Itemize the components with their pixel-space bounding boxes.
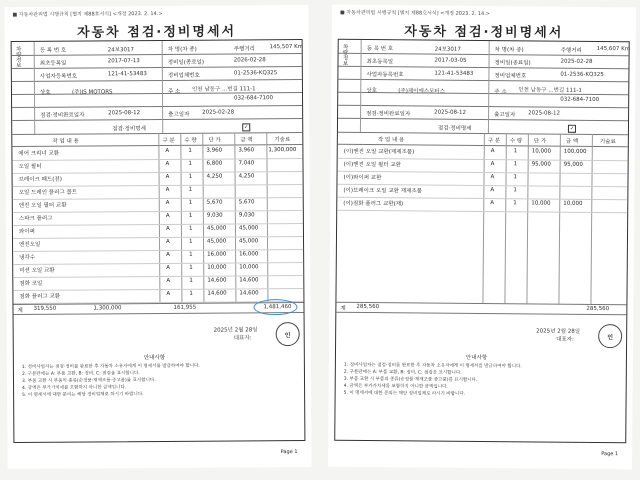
item-qty: 1: [188, 186, 193, 193]
col-unit-header: 단 가: [533, 138, 547, 145]
deliver-value: 2025-02-28: [202, 109, 235, 116]
item-unit: 4,250: [206, 173, 223, 180]
item-amount: 14,600: [239, 277, 259, 284]
item-name: 와이퍼: [18, 228, 35, 235]
note-line: 5. 이 명세서에 대한 문의는 해당 정비업체로 하시기 바랍니다.: [22, 392, 144, 398]
document-right: [328, 5, 636, 470]
notes-list: [22, 362, 302, 399]
item-amount: 4,250: [238, 173, 255, 180]
item-amount: 10,000: [563, 200, 583, 207]
company-value: (주)제이에스모터스: [398, 88, 446, 95]
reg-no-label: 등 록 번 호: [39, 47, 67, 54]
col-unit-header: 단 가: [208, 137, 221, 144]
item-unit: 14,600: [207, 290, 227, 297]
item-name: 엔진 오일 필터 교환: [18, 202, 67, 209]
item-name: (이)점화 플러그 교환(재): [343, 200, 404, 208]
sum-label: 계: [340, 305, 346, 312]
mileage-label: 주행거리: [560, 47, 582, 54]
item-type: A: [166, 264, 171, 271]
item-name: 엔진오일: [19, 241, 41, 248]
item-name: 에어 크리너 교환: [18, 150, 60, 157]
item-qty: 1: [513, 200, 517, 207]
item-amount: 10,000: [239, 264, 259, 271]
item-unit: 14,600: [207, 277, 227, 284]
deliver-label: 출고일자: [168, 111, 190, 118]
item-name: 점화 플러그 교환: [19, 293, 61, 300]
reg-no-label: 등 록 번 호: [366, 45, 394, 53]
checkbox-confirm: ✓: [569, 125, 575, 132]
sign-label: 대표자:: [233, 335, 252, 342]
item-name: (이)엔진 오일 교환(재제조품): [343, 148, 415, 156]
sum-total: 285,560: [586, 305, 610, 313]
col-qty-header: 수 량: [184, 137, 197, 144]
item-qty: 1: [188, 160, 193, 167]
note-line: 3. 부품 교환 시 부품의 종류(순정품·재제조품·중고품)를 표시합니다.: [343, 376, 478, 383]
item-name: 미션 오일 교환: [19, 267, 55, 274]
note-line: 4. 금액은 부가가치세를 포함하지 아니한 금액입니다.: [22, 385, 127, 391]
notes-title: 안내사항: [465, 354, 488, 362]
note-line: 2. 구분란에는 A: 부품 교환, B: 정비, C: 점검을 표시합니다.: [343, 369, 462, 376]
item-amount: 95,000: [563, 161, 583, 168]
item-type: A: [166, 277, 171, 284]
section-title: 점검·정비명세: [437, 125, 472, 132]
company-stamp: 인: [598, 324, 622, 348]
address-label: 주 소: [167, 88, 181, 95]
item-type: A: [166, 238, 170, 245]
item-qty: 1: [188, 225, 193, 232]
col-amount-header: 금 액: [240, 137, 253, 144]
item-unit: 9,030: [206, 212, 223, 219]
item-unit: 45,000: [206, 225, 227, 232]
item-qty: 1: [188, 212, 193, 219]
item-type: A: [165, 199, 170, 206]
sign-date: 2025년 2월 28일: [536, 328, 581, 335]
form-frame: [334, 39, 629, 444]
item-type: A: [165, 147, 170, 154]
item-amount: 3,960: [238, 147, 255, 154]
item-amount: 14,600: [239, 290, 259, 297]
biz-reg-label: 사업자등록번호: [39, 73, 78, 80]
col-type-header: 구 분: [162, 137, 175, 144]
company-value: (주)JS MOTORS: [71, 89, 113, 96]
item-unit: 10,000: [207, 264, 227, 271]
date-value: 2025-08-12: [434, 109, 467, 116]
note-line: 4. 금액은 부가가치세를 포함하지 아니한 금액입니다.: [343, 383, 448, 390]
notes-list: [344, 362, 624, 399]
item-name: 점화 코일: [19, 280, 43, 287]
date-label: 점검·정비완료일자: [366, 110, 411, 118]
item-qty: 1: [189, 238, 193, 245]
item-name: 오일 드레인 플러그 볼트: [18, 189, 78, 196]
note-line: 1. 정비사업자는 점검·정비를 완료한 후 자동차 소유자에게 이 명세서를 발급하여야 합니다.: [21, 363, 200, 370]
reg-no-value: 24보3017: [107, 47, 135, 54]
item-type: A: [490, 161, 495, 168]
document-left: [4, 5, 311, 469]
date-value: 2025-08-12: [108, 110, 141, 117]
biz-reg-value: 121-41-53483: [107, 71, 147, 78]
item-type: A: [490, 187, 495, 194]
note-line: 2. 구분란에는 A: 부품 교환, B: 정비, C: 점검을 표시합니다.: [21, 371, 140, 377]
phone-value: 032-684-7100: [560, 96, 600, 104]
item-qty: 1: [513, 174, 518, 181]
sum-labor: 1,300,000: [93, 305, 122, 312]
item-amount: 9,030: [238, 212, 255, 219]
item-name: 브레이크 패드(전): [18, 176, 62, 183]
item-type: A: [490, 148, 495, 155]
item-amount: 5,670: [238, 199, 255, 206]
contact-label: 정비업체번호: [167, 72, 200, 79]
item-name: (이)엔진 오일 필터 교환: [343, 161, 402, 169]
form-header-note: ■ 자동차관리법 시행규칙 [별지 제88호서식] <개정 2023. 2. 14.>: [12, 10, 163, 19]
inspection-label: 정비일(종료일): [167, 59, 204, 66]
checkbox-confirm: ✓: [244, 124, 249, 131]
sum-parts: 319,550: [33, 305, 57, 312]
address-value: 인천 남동구 ...번길 111-1: [518, 87, 582, 94]
col-total-header: 기술료: [274, 137, 291, 144]
item-type: A: [165, 173, 170, 180]
biz-reg-label: 사업자등록번호: [366, 71, 404, 79]
item-amount: 45,000: [239, 238, 259, 245]
company-label: 상호: [366, 87, 377, 95]
note-line: 3. 부품 교환 시 부품의 종류(순정품·재제조품·중고품)를 표시합니다.: [21, 378, 156, 384]
col-amount-header: 금 액: [565, 138, 579, 145]
item-qty: 1: [513, 161, 518, 168]
form-frame: [11, 39, 306, 443]
first-reg-value: 2017-03-05: [434, 57, 467, 64]
deliver-value: 2025-08-12: [528, 110, 561, 117]
item-name: 스파크 플러그: [18, 215, 53, 222]
inspection-label: 정비일(종료일): [494, 60, 531, 67]
contact-value: 01-2536-KQ325: [560, 71, 604, 79]
item-unit: 3,960: [206, 147, 223, 154]
item-qty: 1: [188, 173, 193, 180]
item-amount: 45,000: [238, 225, 259, 232]
note-line: 5. 이 명세서에 대한 문의는 해당 정비업체로 하시기 바랍니다.: [343, 390, 466, 397]
item-name: 냉각수: [19, 254, 36, 261]
model-label: 차 명(차 종): [494, 47, 524, 54]
address-label: 주 소: [494, 89, 507, 96]
first-reg-value: 2017-07-13: [107, 58, 140, 65]
item-unit: 95,000: [531, 161, 551, 168]
sum-parts: 285,560: [356, 303, 380, 311]
item-amount: 100,000: [563, 148, 587, 155]
item-qty: 1: [189, 290, 193, 297]
first-reg-label: 최초등록일: [39, 60, 67, 67]
biz-reg-value: 121-41-53483: [434, 70, 474, 77]
item-qty: 1: [188, 199, 193, 206]
sign-date: 2025년 2월 28일: [213, 327, 258, 334]
page-number: Page 1: [601, 451, 619, 458]
item-unit: 10,000: [531, 148, 552, 155]
company-label: 상호: [39, 89, 51, 96]
company-stamp: 인: [276, 322, 300, 346]
sum-total: 1,481,460: [263, 304, 292, 311]
model-label: 차 명(차 종): [167, 46, 197, 53]
item-type: A: [490, 200, 495, 207]
col-total-header: 기술료: [599, 139, 616, 146]
section-title: 점검·정비명세: [112, 126, 146, 133]
date-label: 점검·정비완료일자: [40, 112, 85, 119]
item-qty: 1: [189, 251, 193, 258]
item-unit: 6,800: [206, 160, 223, 167]
item-total: 1,300,000: [268, 147, 297, 154]
col-item-header: 작 업 내 용: [377, 137, 405, 144]
inspection-value: 2026-02-28: [233, 57, 266, 64]
item-type: A: [165, 225, 170, 232]
note-line: 1. 정비사업자는 점검·정비를 완료한 후 자동차 소유자에게 이 명세서를 발급하여야 합니다.: [343, 362, 522, 370]
contact-value: 01-2536-KQ325: [233, 70, 278, 77]
section-label-vehicle: 차량정보: [14, 45, 21, 68]
item-qty: 1: [188, 147, 192, 154]
item-unit: 16,000: [207, 251, 227, 258]
item-unit: 10,000: [531, 200, 551, 207]
item-qty: 1: [189, 277, 193, 284]
item-name: 오일 필터: [18, 163, 42, 170]
item-type: A: [166, 251, 170, 258]
item-unit: 5,670: [206, 199, 223, 206]
item-amount: 7,040: [238, 160, 255, 167]
form-header-note: ■ 자동차관리법 시행규칙 [별지 제88호서식] <개정 2023. 2. 14.>: [339, 9, 491, 18]
item-unit: 45,000: [207, 238, 227, 245]
col-type-header: 구 분: [487, 138, 501, 145]
item-type: A: [165, 160, 170, 167]
sum-label: 계: [17, 307, 23, 314]
mileage-value: 145,507 Km: [269, 43, 304, 51]
contact-label: 정비업체번호: [494, 73, 527, 80]
sign-label: 대표자:: [556, 336, 574, 343]
phone-value: 032-684-7100: [234, 95, 274, 102]
mileage-value: 145,607 Km: [596, 45, 631, 53]
mileage-label: 주행거리: [233, 46, 255, 53]
inspection-value: 2025-02-28: [560, 58, 593, 65]
item-amount: 16,000: [239, 251, 259, 258]
document-title: 자동차 점검·정비명세서: [76, 24, 237, 41]
sum-vat: 161,955: [173, 304, 197, 311]
address-value: 인천 남동구 ...번길 111-1: [191, 86, 256, 93]
item-qty: 1: [513, 187, 517, 194]
deliver-label: 출고일자: [494, 112, 516, 119]
item-type: A: [165, 212, 170, 219]
item-qty: 1: [513, 148, 518, 155]
notes-title: 안내사항: [143, 354, 166, 362]
item-type: A: [166, 290, 171, 297]
document-title: 자동차 점검·정비명세서: [404, 24, 564, 41]
item-name: (이)와이퍼 교환: [343, 174, 382, 182]
item-type: A: [490, 174, 495, 181]
first-reg-label: 최초등록일: [366, 58, 394, 66]
section-label-vehicle: 차량정보: [341, 43, 348, 66]
page-number: Page 1: [280, 449, 298, 456]
item-type: A: [165, 186, 170, 193]
item-name: (이)브레이크 오일 교환 재제조품: [343, 187, 423, 195]
item-qty: 1: [189, 264, 193, 271]
col-qty-header: 수 량: [509, 138, 523, 145]
col-item-header: 작 업 내 용: [52, 138, 79, 145]
reg-no-value: 24보3017: [434, 46, 461, 53]
